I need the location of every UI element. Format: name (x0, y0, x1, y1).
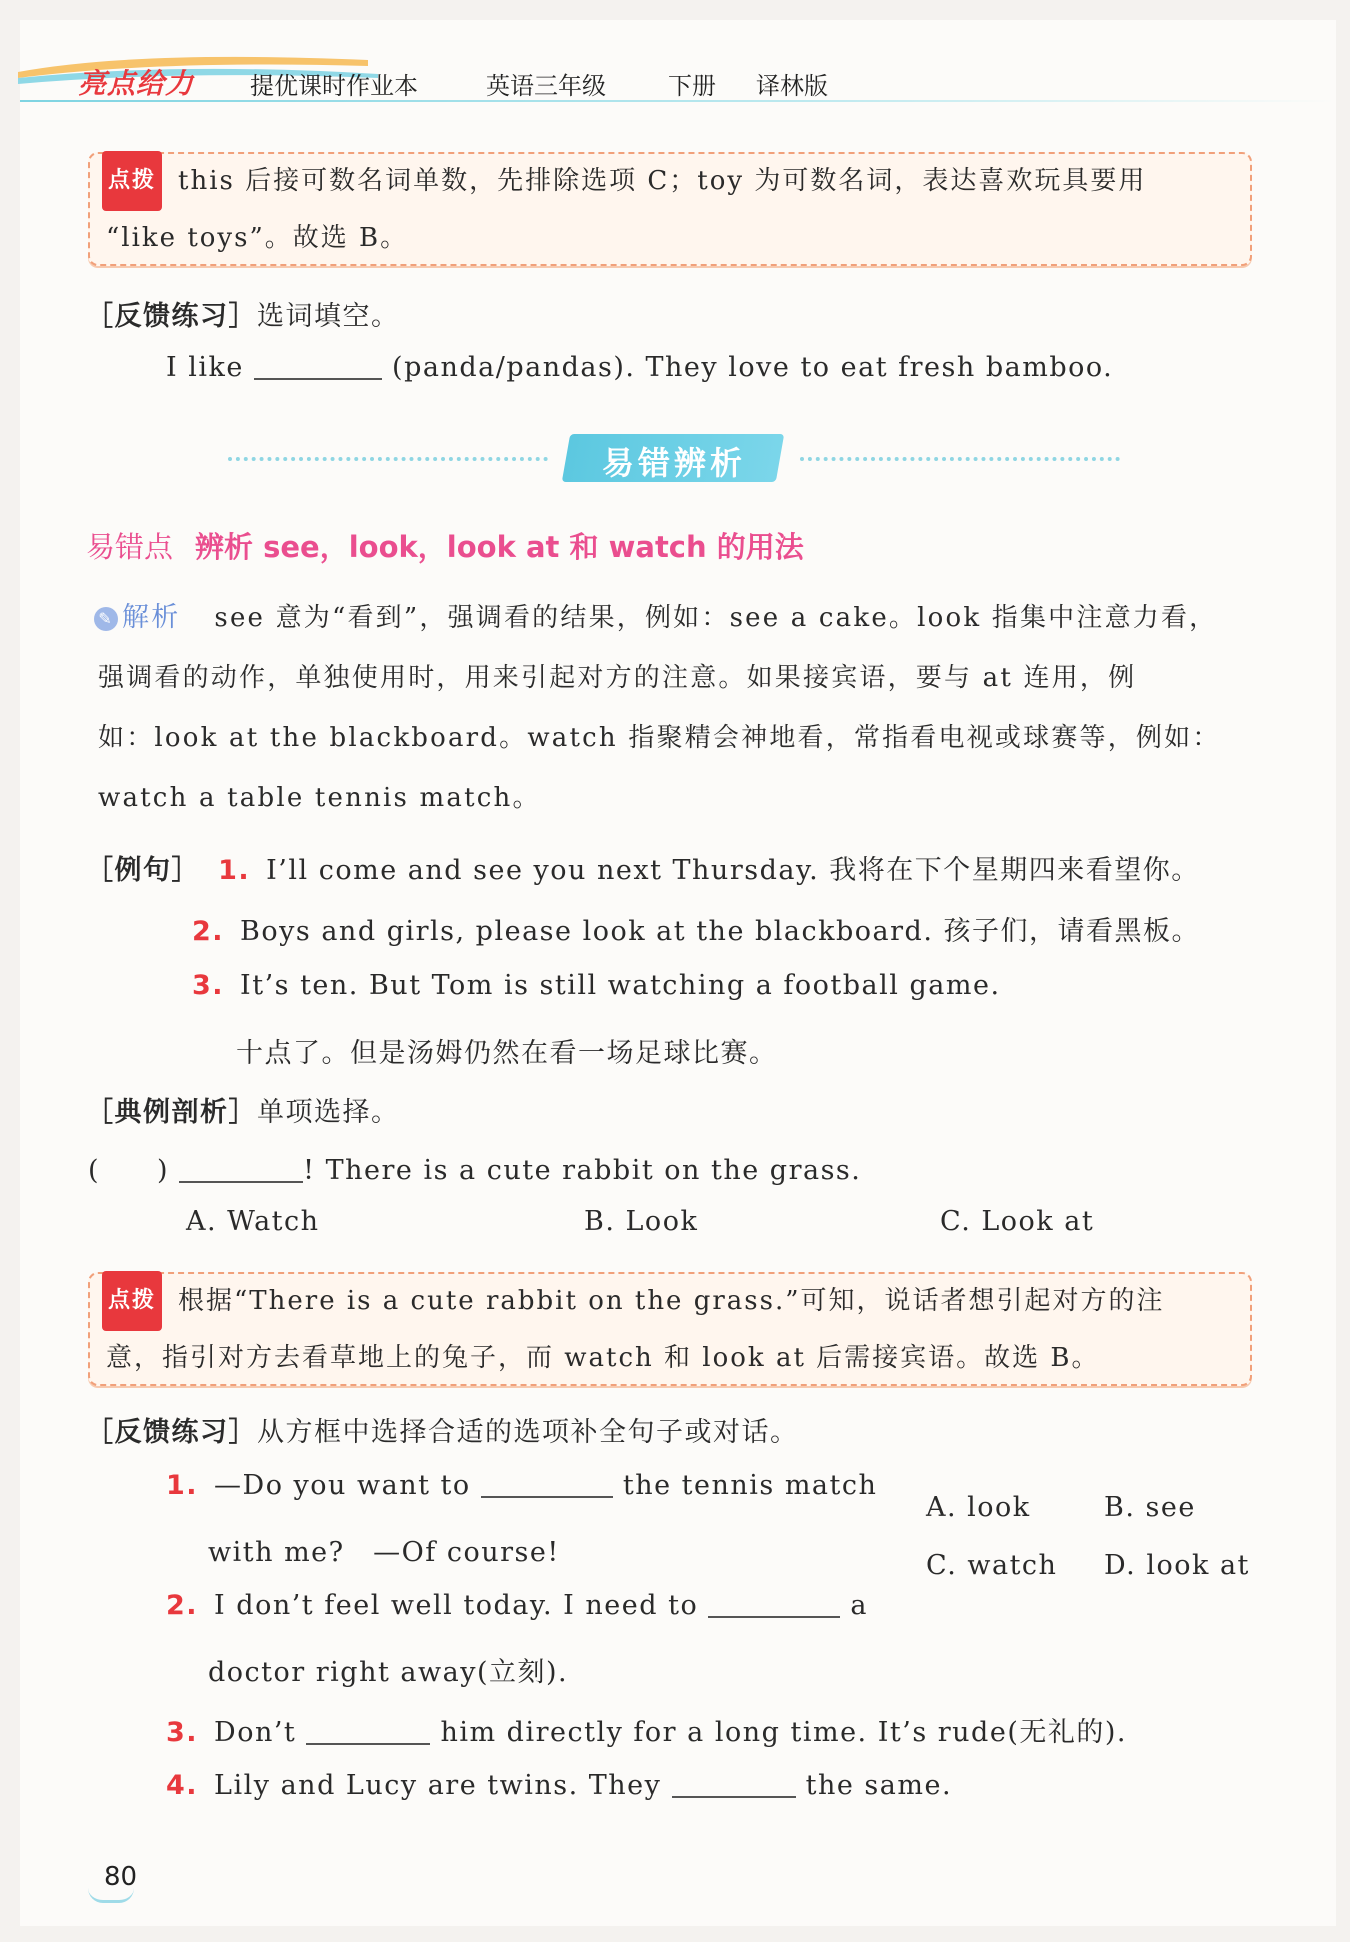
option-c[interactable]: C. Look at (940, 1206, 1095, 1237)
edition-label: 译林版 (756, 72, 828, 100)
question-3: 3. Don’t him directly for a long time. It’s rude(无礼的). (166, 1717, 1127, 1748)
tip-box-1 (88, 152, 1252, 266)
error-point-title: 易错点 辨析 see，look，look at 和 watch 的用法 (86, 530, 804, 564)
example-1: ［例句］ 1. I’ll come and see you next Thursday. 我将在下个星期四来看望你。 (86, 855, 1200, 886)
analysis-line-2: 强调看的动作，单独使用时，用来引起对方的注意。如果接宾语，要与 at 连用，例 (98, 663, 1137, 693)
tip-2-line-1: 点拨 根据“There is a cute rabbit on the grass.”可知，说话者想引起对方的注 (102, 1271, 1236, 1331)
question-1-line-2: with me? —Of course! (208, 1537, 560, 1568)
choice-c: C. watch (926, 1550, 1058, 1581)
option-a[interactable]: A. Watch (186, 1206, 320, 1237)
tip-2-line-2: 意，指引对方去看草地上的兔子，而 watch 和 look at 后需接宾语。故选 B。 (106, 1343, 1100, 1373)
question-2: 2. I don’t feel well today. I need to a (166, 1590, 869, 1621)
series-title: 提优课时作业本 (250, 72, 418, 100)
analysis-line-4: watch a table tennis match。 (98, 783, 541, 813)
volume-label: 下册 (668, 72, 716, 100)
page-number: 80 (104, 1862, 138, 1892)
answer-blank[interactable] (179, 1155, 303, 1183)
example-2: 2. Boys and girls, please look at the blackboard. 孩子们，请看黑板。 (192, 916, 1200, 947)
question-2-line-2: doctor right away(立刻). (208, 1657, 569, 1688)
section-banner-label: 易错辨析 (601, 444, 746, 482)
answer-blank[interactable] (672, 1770, 796, 1798)
tip-1-line-1: 点拨 this 后接可数名词单数，先排除选项 C；toy 为可数名词，表达喜欢玩具要用 (102, 151, 1236, 211)
tip-badge: 点拨 (102, 1271, 162, 1331)
answer-blank[interactable] (254, 352, 382, 380)
question-1: 1. —Do you want to the tennis match (166, 1470, 878, 1501)
answer-blank[interactable] (481, 1470, 613, 1498)
tip-box-2 (88, 1272, 1252, 1386)
choice-b: B. see (1104, 1492, 1196, 1523)
feedback-2-heading: ［反馈练习］从方框中选择合适的选项补全句子或对话。 (86, 1417, 799, 1448)
answer-blank[interactable] (306, 1717, 430, 1745)
tip-badge: 点拨 (102, 151, 162, 211)
example-3-translation: 十点了。但是汤姆仍然在看一场足球比赛。 (236, 1038, 778, 1069)
banner-dots-left (228, 457, 548, 461)
analysis-paragraph (98, 588, 1248, 828)
feedback-1-heading: ［反馈练习］选词填空。 (86, 301, 400, 332)
subject-label: 英语三年级 (486, 72, 606, 100)
analysis-line-1: ✎ 解析 see 意为“看到”，强调看的结果，例如：see a cake。look 指集中注意力看， (94, 588, 1248, 648)
header-divider (20, 100, 1336, 102)
analysis-icon: ✎ (94, 607, 118, 631)
brand-logo: 亮点给力 (78, 67, 195, 100)
choice-a: A. look (926, 1492, 1031, 1523)
banner-dots-right (800, 457, 1120, 461)
analysis-line-3: 如：look at the blackboard。watch 指聚精会神地看，常指看电视或球赛等，例如： (98, 723, 1221, 753)
feedback-1-question: I like (panda/pandas). They love to eat fresh bamboo. (166, 352, 1114, 383)
option-b[interactable]: B. Look (584, 1206, 699, 1237)
typical-example-heading: ［典例剖析］单项选择。 (86, 1097, 400, 1128)
example-3: 3. It’s ten. But Tom is still watching a football game. (192, 970, 1001, 1001)
choice-d: D. look at (1104, 1550, 1250, 1581)
answer-blank[interactable] (708, 1590, 840, 1618)
tip-1-line-2: “like toys”。故选 B。 (106, 223, 409, 253)
question-4: 4. Lily and Lucy are twins. They the same. (166, 1770, 953, 1801)
page-header (0, 0, 1350, 110)
typical-example-question: ( ) ! There is a cute rabbit on the grass. (88, 1155, 862, 1186)
